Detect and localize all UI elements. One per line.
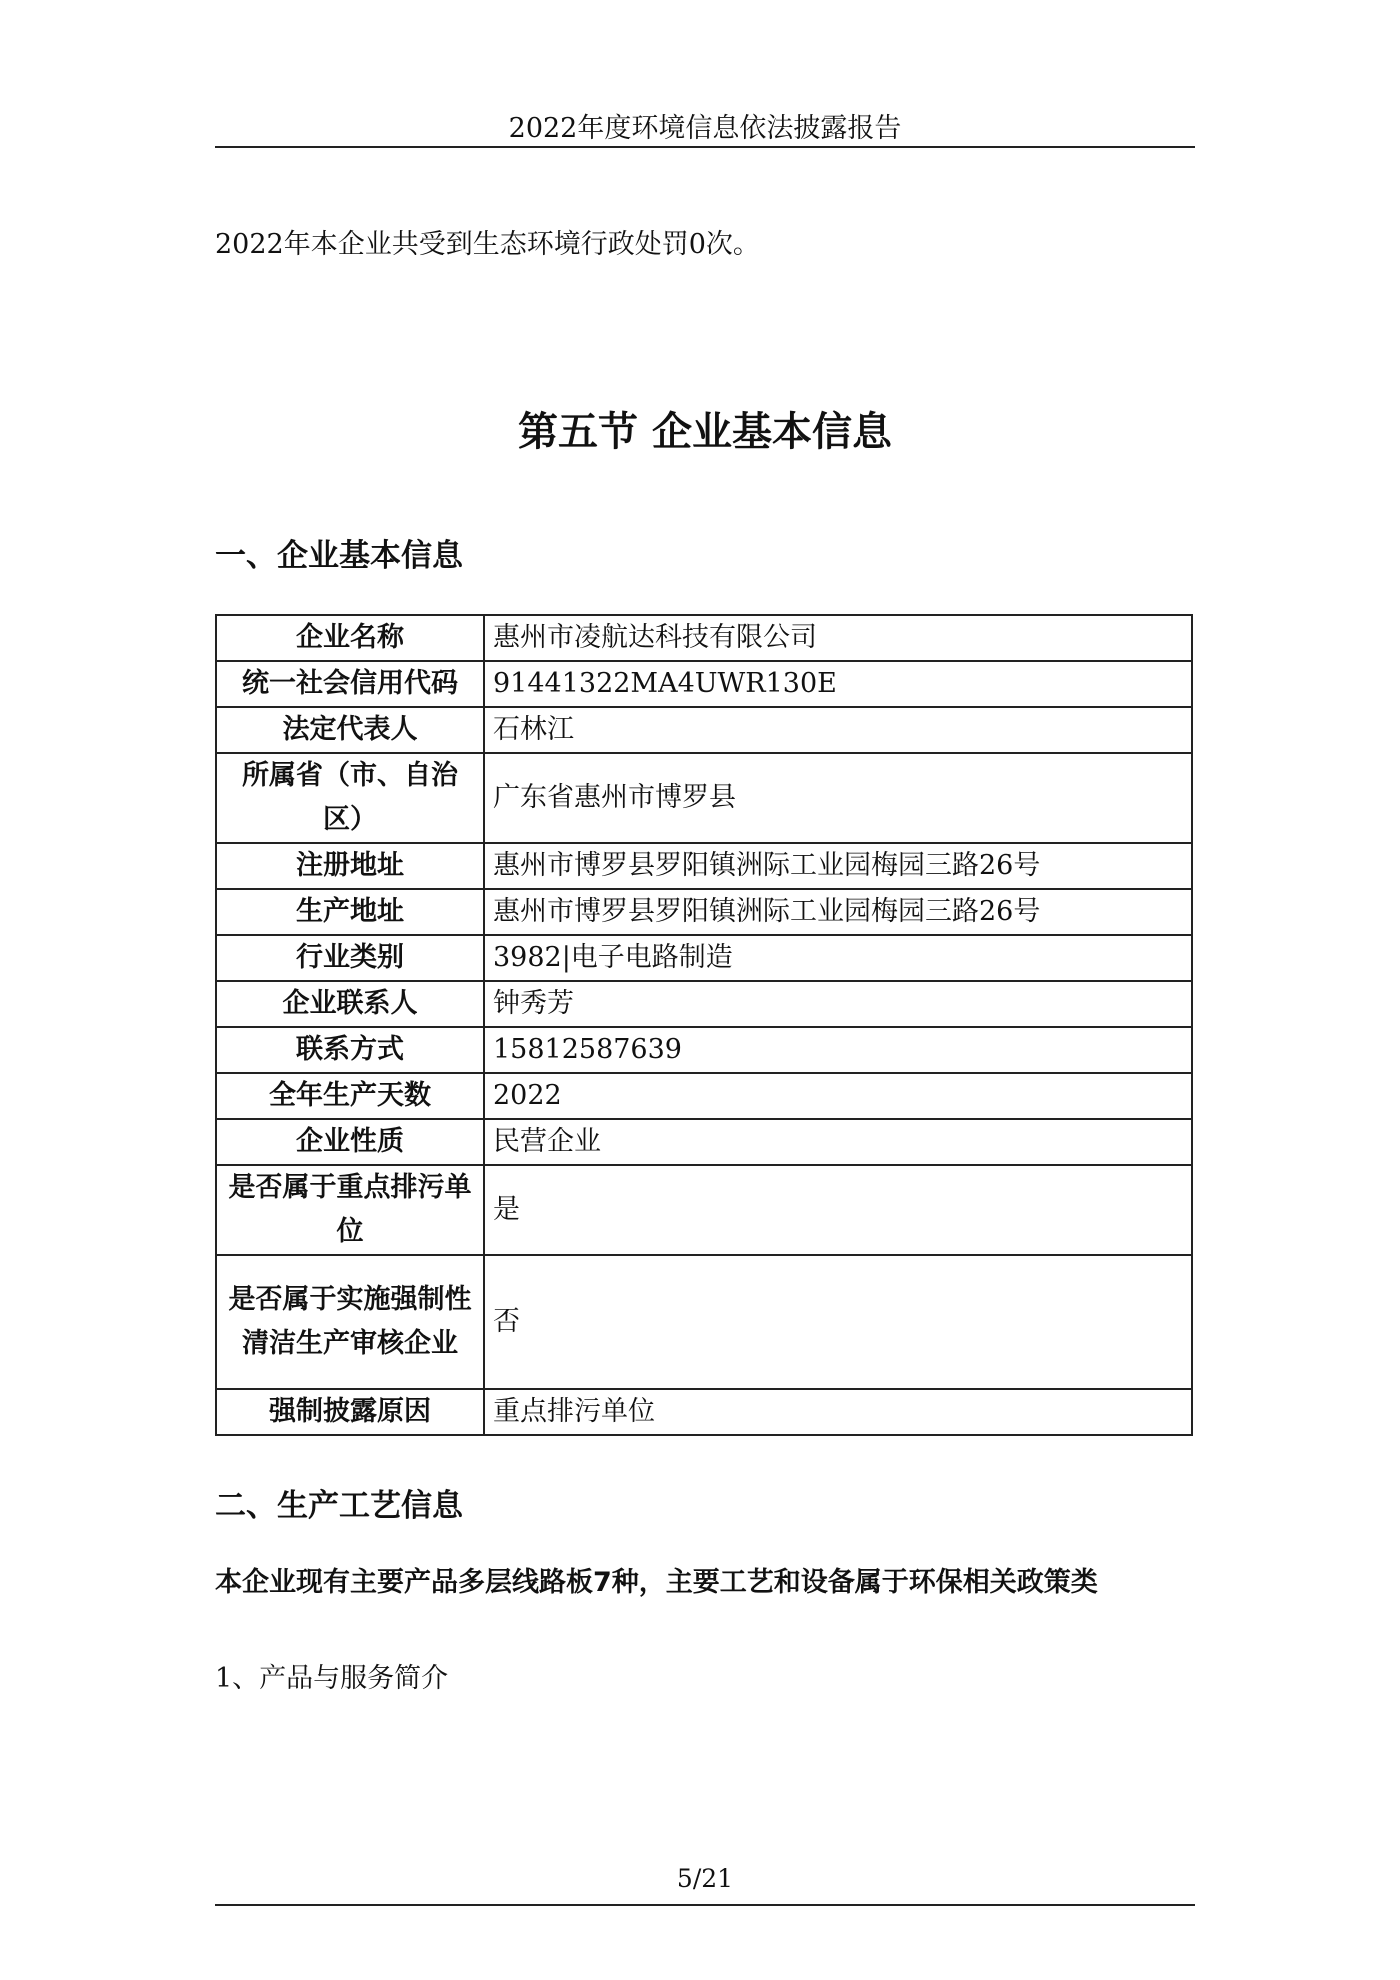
row-label: 全年生产天数: [216, 1073, 484, 1119]
row-value: 2022: [484, 1073, 1192, 1119]
row-value: 石林江: [484, 707, 1192, 753]
table-row: [216, 843, 1192, 889]
subsection-heading-process-info: 二、生产工艺信息: [215, 1488, 463, 1524]
table-row: [216, 889, 1192, 935]
row-label: 联系方式: [216, 1027, 484, 1073]
row-label: 注册地址: [216, 843, 484, 889]
table-row: [216, 1027, 1192, 1073]
enterprise-info-table: [215, 614, 1193, 1436]
table-row: [216, 1119, 1192, 1165]
item-products-services: 1、产品与服务简介: [215, 1663, 449, 1694]
row-value: 惠州市凌航达科技有限公司: [484, 615, 1192, 661]
row-label: 企业性质: [216, 1119, 484, 1165]
page-number: 5/21: [676, 1864, 734, 1893]
row-label: 是否属于重点排污单位: [216, 1165, 484, 1255]
table-row: [216, 707, 1192, 753]
row-value: 15812587639: [484, 1027, 1192, 1073]
table-row: [216, 753, 1192, 843]
table-row: [216, 935, 1192, 981]
row-label: 是否属于实施强制性清洁生产审核企业: [216, 1255, 484, 1389]
row-value: 重点排污单位: [484, 1389, 1192, 1435]
penalty-statement: 2022年本企业共受到生态环境行政处罚0次。: [215, 229, 760, 260]
row-label: 强制披露原因: [216, 1389, 484, 1435]
table-row: [216, 615, 1192, 661]
row-value: 是: [484, 1165, 1192, 1255]
section-title: 第五节 企业基本信息: [518, 409, 892, 455]
row-value: 钟秀芳: [484, 981, 1192, 1027]
table-row: [216, 981, 1192, 1027]
table-row: [216, 1073, 1192, 1119]
row-label: 生产地址: [216, 889, 484, 935]
row-label: 统一社会信用代码: [216, 661, 484, 707]
row-label: 企业名称: [216, 615, 484, 661]
header-divider: [215, 146, 1195, 148]
table-row: [216, 1255, 1192, 1389]
row-value: 91441322MA4UWR130E: [484, 661, 1192, 707]
row-value: 否: [484, 1255, 1192, 1389]
subsection-heading-basic-info: 一、企业基本信息: [215, 538, 463, 574]
row-label: 所属省（市、自治区）: [216, 753, 484, 843]
products-summary: 本企业现有主要产品多层线路板7种，主要工艺和设备属于环保相关政策类: [215, 1567, 1098, 1598]
table-row: [216, 1389, 1192, 1435]
row-value: 广东省惠州市博罗县: [484, 753, 1192, 843]
row-value: 民营企业: [484, 1119, 1192, 1165]
row-label: 法定代表人: [216, 707, 484, 753]
row-label: 企业联系人: [216, 981, 484, 1027]
row-value: 3982|电子电路制造: [484, 935, 1192, 981]
row-value: 惠州市博罗县罗阳镇洲际工业园梅园三路26号: [484, 843, 1192, 889]
row-label: 行业类别: [216, 935, 484, 981]
footer-divider: [215, 1904, 1195, 1906]
report-header-title: 2022年度环境信息依法披露报告: [508, 113, 902, 144]
table-row: [216, 1165, 1192, 1255]
row-value: 惠州市博罗县罗阳镇洲际工业园梅园三路26号: [484, 889, 1192, 935]
table-row: [216, 661, 1192, 707]
